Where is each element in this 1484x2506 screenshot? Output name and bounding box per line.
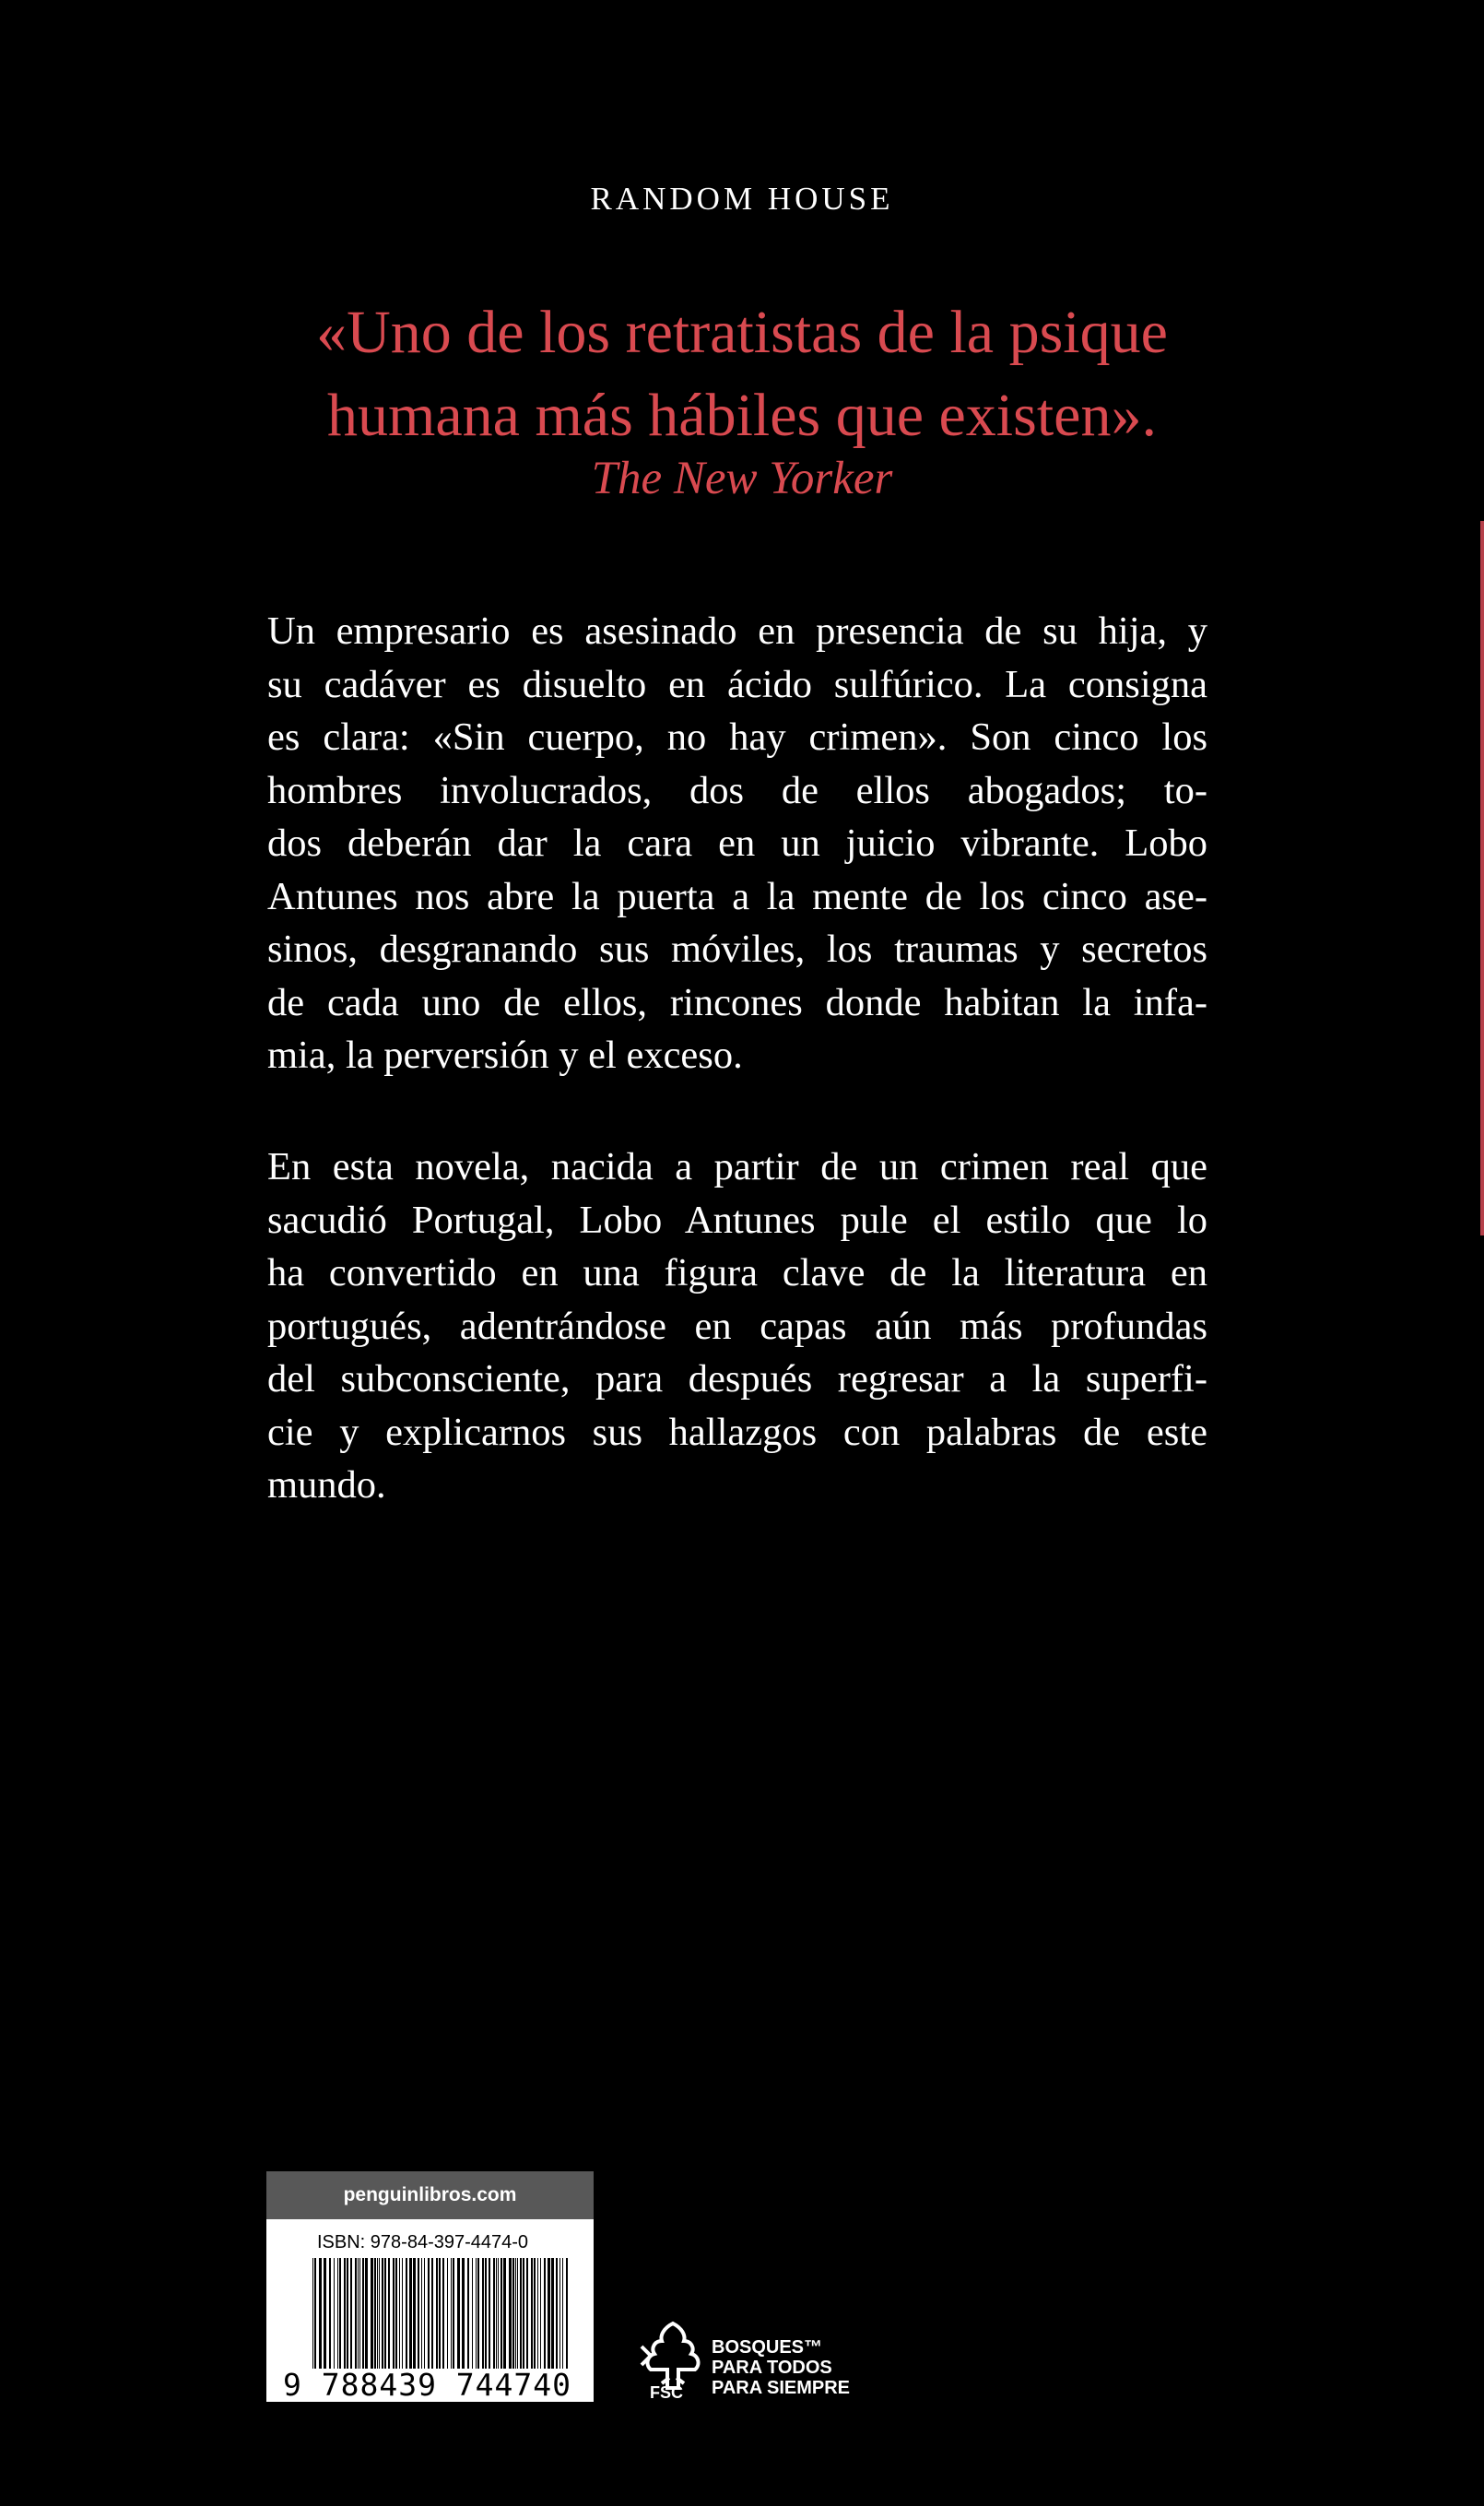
blurb-line: hombres involucrados, dos de ellos abogados; to- — [267, 768, 1207, 812]
barcode-bar — [515, 2258, 516, 2369]
fsc-slogan-line: PARA SIEMPRE — [712, 2378, 851, 2398]
blurb-paragraph-2 — [267, 1141, 1207, 1512]
barcode-bar — [526, 2258, 528, 2369]
barcode-bar — [498, 2258, 499, 2369]
barcode-bar — [485, 2258, 487, 2369]
barcode-bar — [337, 2258, 338, 2369]
barcode-bar — [312, 2258, 313, 2369]
barcode-bar — [501, 2258, 502, 2369]
barcode-bar — [384, 2258, 386, 2369]
blurb-line: su cadáver es disuelto en ácido sulfúrico. La consigna — [267, 662, 1207, 706]
barcode-digits: 9 788439 744740 — [283, 2367, 572, 2403]
barcode-bar — [362, 2258, 364, 2369]
isbn-text: ISBN: 978-84-397-4474-0 — [317, 2232, 529, 2252]
barcode-bar — [314, 2258, 316, 2369]
blurb-line: Un empresario es asesinado en presencia de su hija, y — [267, 609, 1207, 653]
barcode-bar — [531, 2258, 533, 2369]
barcode-bar — [409, 2258, 412, 2369]
barcode-bar — [517, 2258, 518, 2369]
barcode-bar — [382, 2258, 383, 2369]
barcode-bar — [562, 2258, 563, 2369]
blurb-line: es clara: «Sin cuerpo, no hay crimen». Son cinco los — [267, 715, 1207, 759]
fsc-slogan — [712, 2337, 850, 2398]
blurb-line: sinos, desgranando sus móviles, los traumas y secretos — [267, 928, 1207, 971]
barcode-bar — [509, 2258, 512, 2369]
barcode-bar — [379, 2258, 380, 2369]
barcode-bar — [402, 2258, 403, 2369]
barcode-bar — [551, 2258, 554, 2369]
website-label: penguinlibros.com — [266, 2171, 594, 2219]
blurb-line: ha convertido en una figura clave de la literatura en — [267, 1251, 1207, 1294]
barcode-bar — [374, 2258, 376, 2369]
barcode-bar — [451, 2258, 452, 2369]
barcode-bar — [377, 2258, 378, 2369]
barcode-bar — [477, 2258, 479, 2369]
barcode-bar — [413, 2258, 416, 2369]
barcode-block — [266, 2171, 594, 2402]
barcode-bar — [347, 2258, 348, 2369]
quote-line-2: humana más hábiles que existen». — [327, 382, 1157, 449]
blurb-line: mia, la perversión y el exceso. — [267, 1034, 743, 1077]
blurb-paragraph-1 — [267, 605, 1207, 1082]
barcode-bar — [544, 2258, 546, 2369]
barcode-bar — [393, 2258, 395, 2369]
barcode-bar — [355, 2258, 357, 2369]
barcode-bar — [548, 2258, 550, 2369]
barcode-bar — [431, 2258, 433, 2369]
blurb-line: En esta novela, nacida a partir de un crimen real que — [267, 1145, 1207, 1188]
barcode-bar — [350, 2258, 352, 2369]
barcode-bar — [472, 2258, 473, 2369]
blurb-line: portugués, adentrándose en capas aún más profundas — [267, 1304, 1207, 1348]
accent-strip — [1480, 521, 1484, 1235]
barcode-bar — [520, 2258, 522, 2369]
barcode-bar — [462, 2258, 465, 2369]
fsc-label: FSC — [650, 2383, 683, 2402]
blurb-line: cie y explicarnos sus hallazgos con palabras de este — [267, 1410, 1207, 1454]
quote-line-1: «Uno de los retratistas de la psique — [316, 299, 1168, 366]
review-quote — [230, 291, 1254, 457]
fsc-slogan-line: PARA TODOS — [712, 2358, 832, 2378]
barcode-bar — [319, 2258, 322, 2369]
quote-source: The New Yorker — [591, 453, 893, 504]
barcode-bar — [537, 2258, 538, 2369]
barcode-bar — [388, 2258, 390, 2369]
barcode-bar — [371, 2258, 373, 2369]
barcode-bar — [476, 2258, 477, 2369]
barcode-bar — [457, 2258, 460, 2369]
barcode-bar — [418, 2258, 419, 2369]
barcode-bar — [523, 2258, 524, 2369]
blurb-line: Antunes nos abre la puerta a la mente de los cinco ase- — [267, 874, 1207, 918]
barcode-bar — [540, 2258, 541, 2369]
barcode-bar — [359, 2258, 360, 2369]
barcode-bar — [406, 2258, 407, 2369]
barcode-bar — [503, 2258, 506, 2369]
barcode-bar — [493, 2258, 495, 2369]
barcode-bar — [442, 2258, 444, 2369]
barcode-bar — [489, 2258, 490, 2369]
barcode-bar — [559, 2258, 560, 2369]
barcode-bar — [428, 2258, 430, 2369]
barcode-bar — [329, 2258, 331, 2369]
fsc-slogan-line: BOSQUES™ — [712, 2337, 823, 2358]
barcode-bar — [395, 2258, 397, 2369]
barcode-bar — [424, 2258, 425, 2369]
barcode-bar — [421, 2258, 422, 2369]
barcode-bar — [534, 2258, 536, 2369]
barcode-bars — [312, 2258, 571, 2369]
barcode-bar — [399, 2258, 400, 2369]
barcode-bar — [324, 2258, 326, 2369]
barcode-bar — [436, 2258, 438, 2369]
barcode-bar — [334, 2258, 335, 2369]
blurb-line: de cada uno de ellos, rincones donde habitan la infa- — [267, 980, 1207, 1024]
barcode-bar — [512, 2258, 514, 2369]
barcode-bar — [467, 2258, 469, 2369]
publisher-name: RANDOM HOUSE — [590, 181, 894, 217]
blurb-line: mundo. — [267, 1463, 386, 1507]
barcode-bar — [358, 2258, 359, 2369]
barcode-bar — [453, 2258, 454, 2369]
barcode-bar — [447, 2258, 448, 2369]
barcode-bar — [439, 2258, 441, 2369]
barcode-bar — [482, 2258, 484, 2369]
barcode-bar — [365, 2258, 368, 2369]
blurb-line: sacudió Portugal, Lobo Antunes pule el estilo que lo — [267, 1198, 1207, 1242]
barcode-bar — [339, 2258, 341, 2369]
barcode-bar — [496, 2258, 497, 2369]
blurb-line: del subconsciente, para después regresar a la superfi- — [267, 1357, 1207, 1401]
barcode-bar — [566, 2258, 568, 2369]
barcode-bar — [344, 2258, 346, 2369]
barcode-bar — [556, 2258, 558, 2369]
blurb-line: dos deberán dar la cara en un juicio vibrante. Lobo — [267, 822, 1207, 865]
